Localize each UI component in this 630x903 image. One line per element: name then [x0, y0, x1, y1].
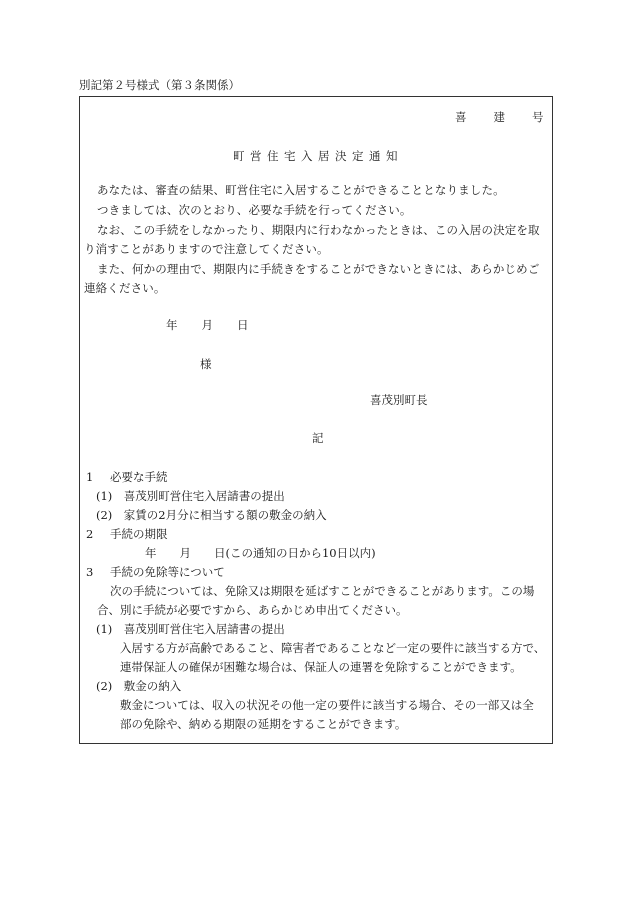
body-line-1: あなたは、審査の結果、町営住宅に入居することができることとなりました。 [97, 183, 505, 197]
section-3-text-2: 合、別に手続が必要ですから、あらかじめ申出てください。 [97, 603, 408, 617]
body-line-6: 連絡ください。 [84, 281, 166, 295]
section-2-number: 2 [86, 527, 94, 541]
doc-number-char-3: 号 [532, 110, 571, 124]
section-3-text-1: 次の手続については、免除又は期限を延ばすことができることがあります。この場 [110, 584, 535, 598]
section-3-sub-1-text-2: 連帯保証人の確保が困難な場合は、保証人の連署を免除することができます。 [120, 660, 522, 674]
section-2-deadline: 年 月 日(この通知の日から10日以内) [145, 546, 376, 560]
date-month: 月 [201, 318, 213, 332]
date-year: 年 [166, 318, 178, 332]
section-3-sub-1: (1) 喜茂別町営住宅入居請書の提出 [96, 622, 285, 636]
doc-number-char-1: 喜 [455, 110, 494, 124]
body-line-3: なお、この手続をしなかったり、期限内に行わなかったときは、この入居の決定を取 [97, 223, 540, 237]
date-day: 日 [237, 318, 249, 332]
section-3-title: 手続の免除等について [110, 565, 225, 579]
section-1-sub-1: (1) 喜茂別町営住宅入居請書の提出 [96, 489, 285, 503]
addressee-suffix: 様 [200, 357, 212, 371]
section-3-sub-2-text-1: 敷金については、収入の状況その他一定の要件に該当する場合、その一部又は全 [120, 698, 534, 712]
date-line [166, 320, 249, 332]
sender-name: 喜茂別町長 [370, 393, 428, 407]
section-1-sub-2: (2) 家賃の2月分に相当する額の敷金の納入 [96, 508, 327, 522]
section-1-title: 必要な手続 [110, 470, 168, 484]
form-label: 別記第２号様式（第３条関係） [79, 78, 240, 92]
section-3-number: 3 [86, 565, 94, 579]
body-line-4: り消すことがありますので注意してください。 [84, 242, 329, 256]
doc-number-char-2: 建 [493, 110, 532, 124]
section-3-sub-1-text-1: 入居する方が高齢であること、障害者であることなど一定の要件に該当する方で、 [120, 641, 546, 655]
document-title: 町営住宅入居決定通知 [233, 149, 403, 163]
ki-heading: 記 [312, 431, 324, 445]
body-line-5: また、何かの理由で、期限内に手続きをすることができないときには、あらかじめご [97, 262, 540, 276]
section-2-title: 手続の期限 [110, 527, 168, 541]
document-number [455, 112, 571, 124]
section-3-sub-2-text-2: 部の免除や、納める期限の延期をすることができます。 [120, 717, 407, 731]
section-3-sub-2: (2) 敷金の納入 [96, 679, 182, 693]
body-line-2: つきましては、次のとおり、必要な手続を行ってください。 [97, 203, 412, 217]
section-1-number: 1 [86, 470, 94, 484]
